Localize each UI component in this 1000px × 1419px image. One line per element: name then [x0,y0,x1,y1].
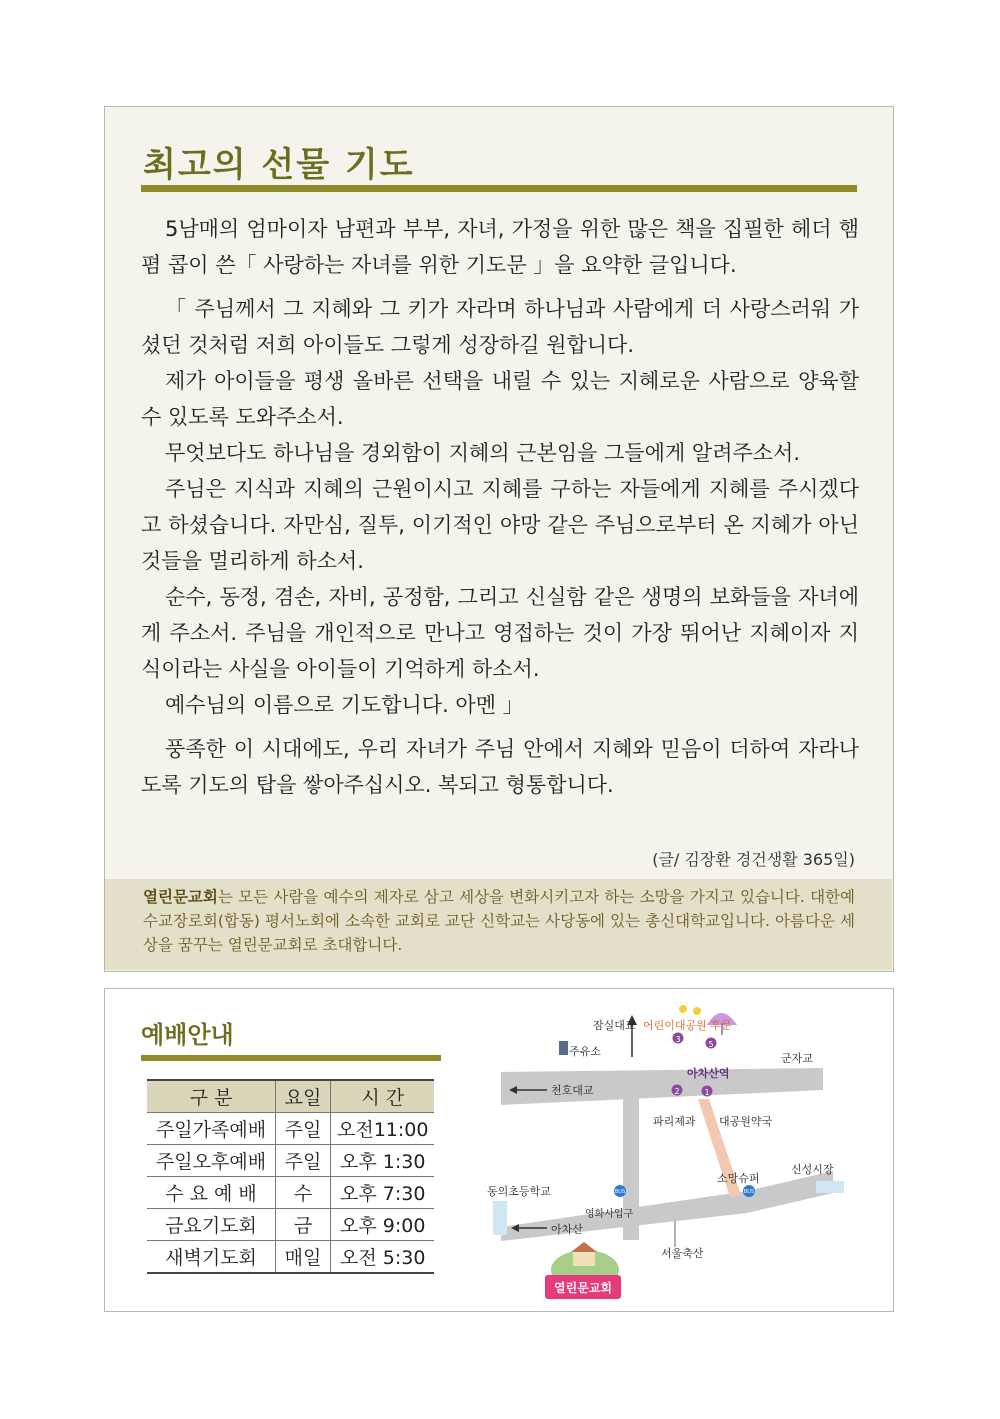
daegong-pharmacy-label: 대공원약국 [719,1115,773,1128]
church-name: 열린문교회 [143,888,218,906]
service-name: 수 요 예 배 [147,1177,276,1209]
jamsil-bridge-label: 잠실대교 [593,1019,636,1032]
title-divider [141,185,857,192]
exit-3-label: 3 [675,1035,681,1044]
service-table [147,1079,434,1274]
table-header-row [147,1080,434,1113]
paragraph: 무엇보다도 하나님을 경외함이 지혜의 근본임을 그들에게 알려주소서. [165,441,801,465]
table-row [147,1177,434,1209]
service-title-divider [141,1055,441,1061]
paris-baguette-label: 파리제과 [653,1115,696,1128]
school-building [493,1201,507,1235]
childrens-park-label: 어린이대공원 후문 [643,1019,732,1032]
page-title: 최고의 선물 기도 [143,145,415,185]
church-roof-icon [571,1242,597,1252]
prayer-body [141,211,859,803]
dongui-school-label: 동의초등학교 [487,1185,551,1198]
header-day: 요일 [276,1080,331,1113]
service-time: 오전 5:30 [331,1241,435,1274]
service-day: 수 [276,1177,331,1209]
paragraph: 풍족한 이 시대에도, 우리 자녀가 주님 안에서 지혜와 믿음이 더하여 자라나도록 기도의 탑을 쌓아주십시오. 복되고 형통합니다. [141,737,859,797]
paragraph: 예수님의 이름으로 기도합니다. 아멘 」 [165,693,524,717]
service-day: 주일 [276,1145,331,1177]
church-intro [143,885,855,957]
main-road [501,1068,823,1105]
paragraph: 5남매의 엄마이자 남편과 부부, 자녀, 가정을 위한 많은 책을 집필한 헤더 햄폄 콥이 쓴「 사랑하는 자녀를 위한 기도문 」을 요약한 글입니다. [141,217,859,277]
service-title: 예배안내 [141,1021,234,1049]
younghwa-entrance-label: 영화사입구 [585,1209,634,1220]
service-name: 새벽기도회 [147,1241,276,1274]
header-category: 구 분 [147,1080,276,1113]
table-row [147,1209,434,1241]
service-day: 금 [276,1209,331,1241]
sun-icon [693,1007,701,1015]
seoul-meat-label: 서울축산 [661,1247,704,1260]
paragraph: 주님은 지식과 지혜의 근원이시고 지혜를 구하는 자들에게 지혜를 주시겠다고 하셨습니다. 자만심, 질투, 이기적인 야망 같은 주님으로부터 온 지혜가 아닌 것들을 멀리하게 하소서. [141,477,859,573]
location-map [485,995,845,1307]
achasan-label: 아차산 [551,1223,583,1236]
church-intro-text: 는 모든 사람을 예수의 제자로 삼고 세상을 변화시키고자 하는 소망을 가지고 있습니다. 대한예수교장로회(합동) 평서노회에 소속한 교회로 교단 신학교는 사당동에 있는 총신대학교입니다. 아름다운 세상을 꿈꾸는 열린문교회로 초대합니다. [143,888,855,954]
service-time: 오후 1:30 [331,1145,435,1177]
sun-icon [679,1005,687,1013]
church-label: 열린문교회 [554,1281,612,1295]
bus-label: BUS [743,1189,755,1195]
somang-super-label: 소망슈퍼 [717,1172,760,1185]
market-building [816,1181,844,1193]
paragraph: 제가 아이들을 평생 올바른 선택을 내릴 수 있는 지혜로운 사람으로 양육할 수 있도록 도와주소서. [141,369,859,429]
service-name: 주일오후예배 [147,1145,276,1177]
paragraph: 「 주님께서 그 지혜와 그 키가 자라며 하나님과 사람에게 더 사랑스러워 가셨던 것처럼 저희 아이들도 그렇게 성장하길 원합니다. [141,297,859,357]
church-icon [573,1252,595,1266]
exit-2-label: 2 [674,1087,680,1096]
service-name: 금요기도회 [147,1209,276,1241]
service-info-section [104,988,894,1312]
service-time: 오후 9:00 [331,1209,435,1241]
service-name: 주일가족예배 [147,1113,276,1145]
achasan-station-label: 아차산역 [687,1067,730,1080]
service-time: 오후 7:30 [331,1177,435,1209]
bus-label: BUS [614,1189,626,1195]
service-time: 오전11:00 [331,1113,435,1145]
gas-station-icon [559,1041,568,1055]
exit-5-label: 5 [708,1040,714,1049]
table-row [147,1113,434,1145]
gas-station-label: 주유소 [569,1045,601,1058]
prayer-section [104,106,894,972]
source-citation: (글/ 김장환 경건생활 365일) [652,850,855,869]
header-time: 시 간 [331,1080,435,1113]
exit-1-label: 1 [704,1088,710,1097]
cheonho-bridge-label: 천호대교 [551,1084,594,1097]
service-day: 매일 [276,1241,331,1274]
paragraph: 순수, 동정, 겸손, 자비, 공정함, 그리고 신실함 같은 생명의 보화들을 자녀에게 주소서. 주님을 개인적으로 만나고 영접하는 것이 가장 뛰어난 지혜이자 지식이라는 사실을 아이들이 기억하게 하소서. [141,585,859,681]
sinseong-market-label: 신성시장 [791,1163,834,1176]
table-row [147,1241,434,1274]
service-day: 주일 [276,1113,331,1145]
gunja-bridge-label: 군자교 [781,1052,813,1065]
table-row [147,1145,434,1177]
